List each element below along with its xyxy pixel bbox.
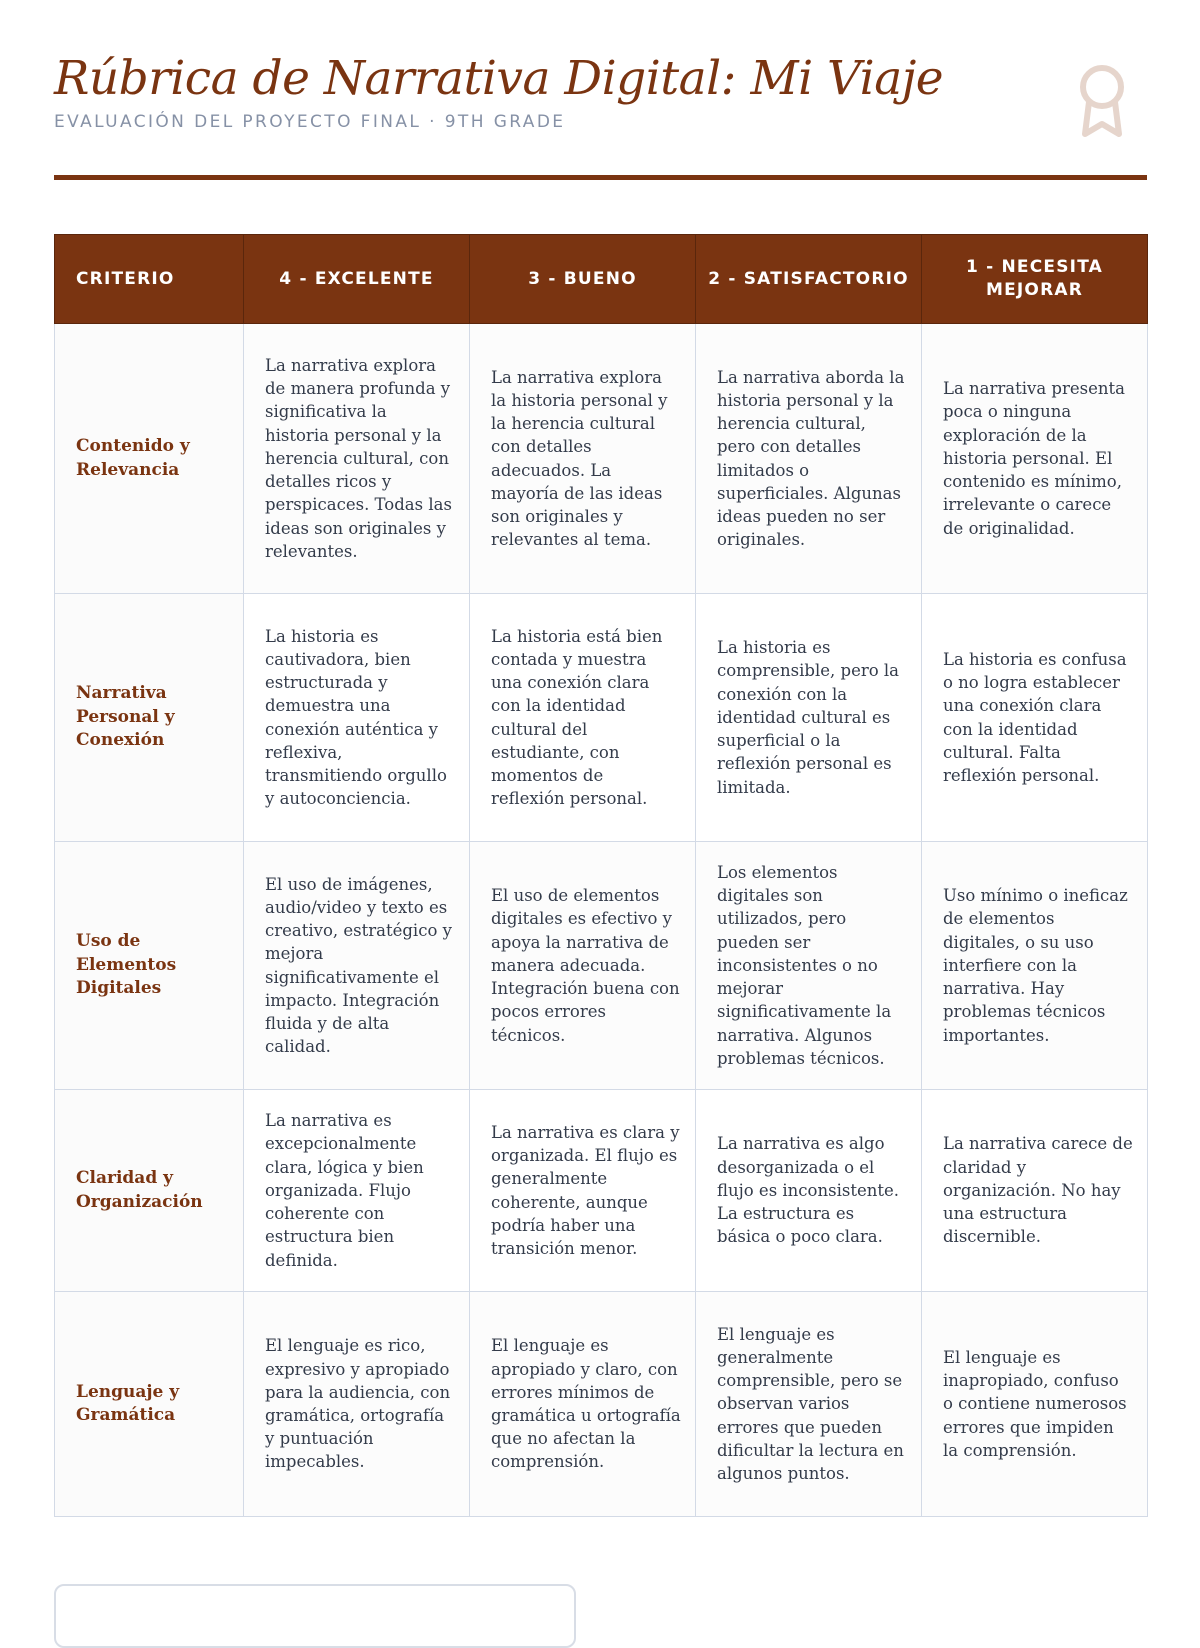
criterion-label: Contenido y Relevancia xyxy=(55,324,244,594)
rubric-cell-bueno: La narrativa es clara y organizada. El flujo es generalmente coherente, aunque podría haber una transición menor. xyxy=(470,1090,696,1292)
rubric-cell-satisfactorio: Los elementos digitales son utilizados, pero pueden ser inconsistentes o no mejorar significativamente la narrativa. Algunos problemas técnicos. xyxy=(696,842,922,1090)
rubric-cell-necesita-mejorar: La narrativa carece de claridad y organización. No hay una estructura discernible. xyxy=(922,1090,1148,1292)
rubric-cell-necesita-mejorar: La narrativa presenta poca o ninguna exploración de la historia personal. El contenido es mínimo, irrelevante o carece de originalidad. xyxy=(922,324,1148,594)
page-subtitle: EVALUACIÓN DEL PROYECTO FINAL · 9TH GRADE xyxy=(54,112,566,133)
rubric-cell-bueno: La historia está bien contada y muestra una conexión clara con la identidad cultural del estudiante, con momentos de reflexión personal. xyxy=(470,594,696,842)
criterion-label: Lenguaje y Gramática xyxy=(55,1292,244,1517)
rubric-cell-bueno: El lenguaje es apropiado y claro, con errores mínimos de gramática u ortografía que no afectan la comprensión. xyxy=(470,1292,696,1517)
column-header-satisfactorio: 2 - SATISFACTORIO xyxy=(696,235,922,324)
rubric-cell-excelente: La historia es cautivadora, bien estructurada y demuestra una conexión auténtica y reflexiva, transmitiendo orgullo y autoconciencia. xyxy=(244,594,470,842)
header xyxy=(54,52,1147,132)
rubric-cell-excelente: La narrativa explora de manera profunda y significativa la historia personal y la herencia cultural, con detalles ricos y perspicaces. Todas las ideas son originales y relevantes. xyxy=(244,324,470,594)
rubric-table xyxy=(54,234,1148,1517)
rubric-cell-satisfactorio: El lenguaje es generalmente comprensible, pero se observan varios errores que pueden dificultar la lectura en algunos puntos. xyxy=(696,1292,922,1517)
rubric-cell-necesita-mejorar: La historia es confusa o no logra establecer una conexión clara con la identidad cultural. Falta reflexión personal. xyxy=(922,594,1148,842)
notes-box xyxy=(54,1584,576,1648)
column-header-criterio: CRITERIO xyxy=(55,235,244,324)
rubric-cell-excelente: El uso de imágenes, audio/video y texto es creativo, estratégico y mejora significativamente el impacto. Integración fluida y de alta calidad. xyxy=(244,842,470,1090)
column-header-necesita-mejorar: 1 - NECESITA MEJORAR xyxy=(922,235,1148,324)
column-header-excelente: 4 - EXCELENTE xyxy=(244,235,470,324)
rubric-cell-necesita-mejorar: El lenguaje es inapropiado, confuso o contiene numerosos errores que impiden la comprensión. xyxy=(922,1292,1148,1517)
criterion-label: Narrativa Personal y Conexión xyxy=(55,594,244,842)
table-row xyxy=(55,594,1148,842)
rubric-cell-excelente: El lenguaje es rico, expresivo y apropiado para la audiencia, con gramática, ortografía y puntuación impecables. xyxy=(244,1292,470,1517)
table-row xyxy=(55,1090,1148,1292)
table-row xyxy=(55,842,1148,1090)
column-header-bueno: 3 - BUENO xyxy=(470,235,696,324)
table-header-row xyxy=(55,235,1148,324)
rubric-cell-necesita-mejorar: Uso mínimo o ineficaz de elementos digitales, o su uso interfiere con la narrativa. Hay problemas técnicos importantes. xyxy=(922,842,1148,1090)
title-divider xyxy=(54,175,1147,180)
criterion-label: Uso de Elementos Digitales xyxy=(55,842,244,1090)
award-ribbon-icon xyxy=(1075,62,1129,140)
table-row xyxy=(55,324,1148,594)
rubric-cell-excelente: La narrativa es excepcionalmente clara, lógica y bien organizada. Flujo coherente con estructura bien definida. xyxy=(244,1090,470,1292)
page-title: Rúbrica de Narrativa Digital: Mi Viaje xyxy=(54,51,944,106)
table-row xyxy=(55,1292,1148,1517)
rubric-cell-satisfactorio: La historia es comprensible, pero la conexión con la identidad cultural es superficial o la reflexión personal es limitada. xyxy=(696,594,922,842)
rubric-cell-satisfactorio: La narrativa es algo desorganizada o el flujo es inconsistente. La estructura es básica o poco clara. xyxy=(696,1090,922,1292)
rubric-cell-bueno: La narrativa explora la historia personal y la herencia cultural con detalles adecuados. La mayoría de las ideas son originales y relevantes al tema. xyxy=(470,324,696,594)
rubric-cell-satisfactorio: La narrativa aborda la historia personal y la herencia cultural, pero con detalles limitados o superficiales. Algunas ideas pueden no ser originales. xyxy=(696,324,922,594)
criterion-label: Claridad y Organización xyxy=(55,1090,244,1292)
rubric-cell-bueno: El uso de elementos digitales es efectivo y apoya la narrativa de manera adecuada. Integración buena con pocos errores técnicos. xyxy=(470,842,696,1090)
